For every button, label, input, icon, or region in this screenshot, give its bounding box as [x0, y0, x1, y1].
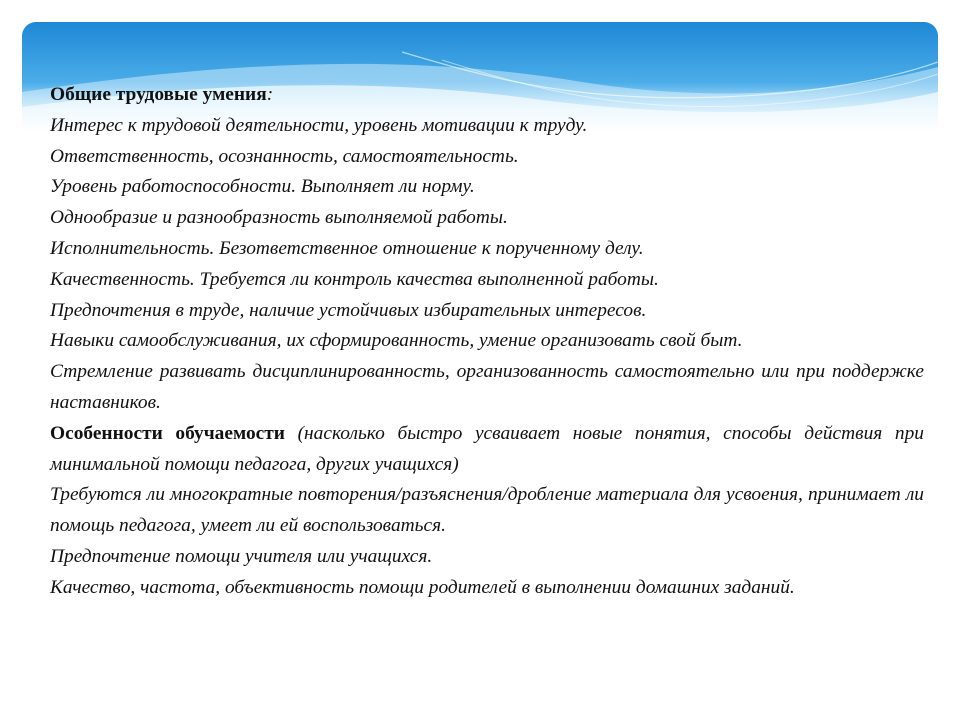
learnability-line [50, 419, 924, 481]
learnability-text: (насколько быстро усваивает новые понятия, способы действия при минимальной помощи педагога, других учащихся) [50, 422, 924, 475]
slide-heading: Общие трудовые умения [50, 84, 267, 105]
text-line: Стремление развивать дисциплинированность, организованность самостоятельно или при поддержке наставников. [50, 361, 924, 413]
text-line: Исполнительность. Безответственное отношение к порученному делу. [50, 237, 644, 259]
text-line: Ответственность, осознанность, самостоятельность. [50, 145, 519, 167]
text-line: Требуются ли многократные повторения/разъяснения/дробление материала для усвоения, принимает ли помощь педагога, умеет ли ей воспользоваться. [50, 484, 924, 537]
text-line: Качество, частота, объективность помощи родителей в выполнении домашних заданий. [50, 576, 795, 598]
heading-colon: : [266, 84, 274, 105]
text-line: Однообразие и разнообразность выполняемой работы. [50, 207, 508, 229]
text-line: Предпочтение помощи учителя или учащихся. [50, 545, 433, 567]
text-line: Качественность. Требуется ли контроль качества выполненной работы. [50, 268, 659, 290]
text-line: Уровень работоспособности. Выполняет ли норму. [50, 176, 475, 198]
learnability-label: Особенности обучаемости [50, 422, 285, 444]
slide-body [50, 80, 924, 604]
heading-line [50, 80, 924, 111]
text-line: Предпочтения в труде, наличие устойчивых избирательных интересов. [50, 299, 647, 321]
text-line: Навыки самообслуживания, их сформированность, умение организовать свой быт. [50, 330, 743, 352]
text-line: Интерес к трудовой деятельности, уровень мотивации к труду. [50, 114, 588, 136]
